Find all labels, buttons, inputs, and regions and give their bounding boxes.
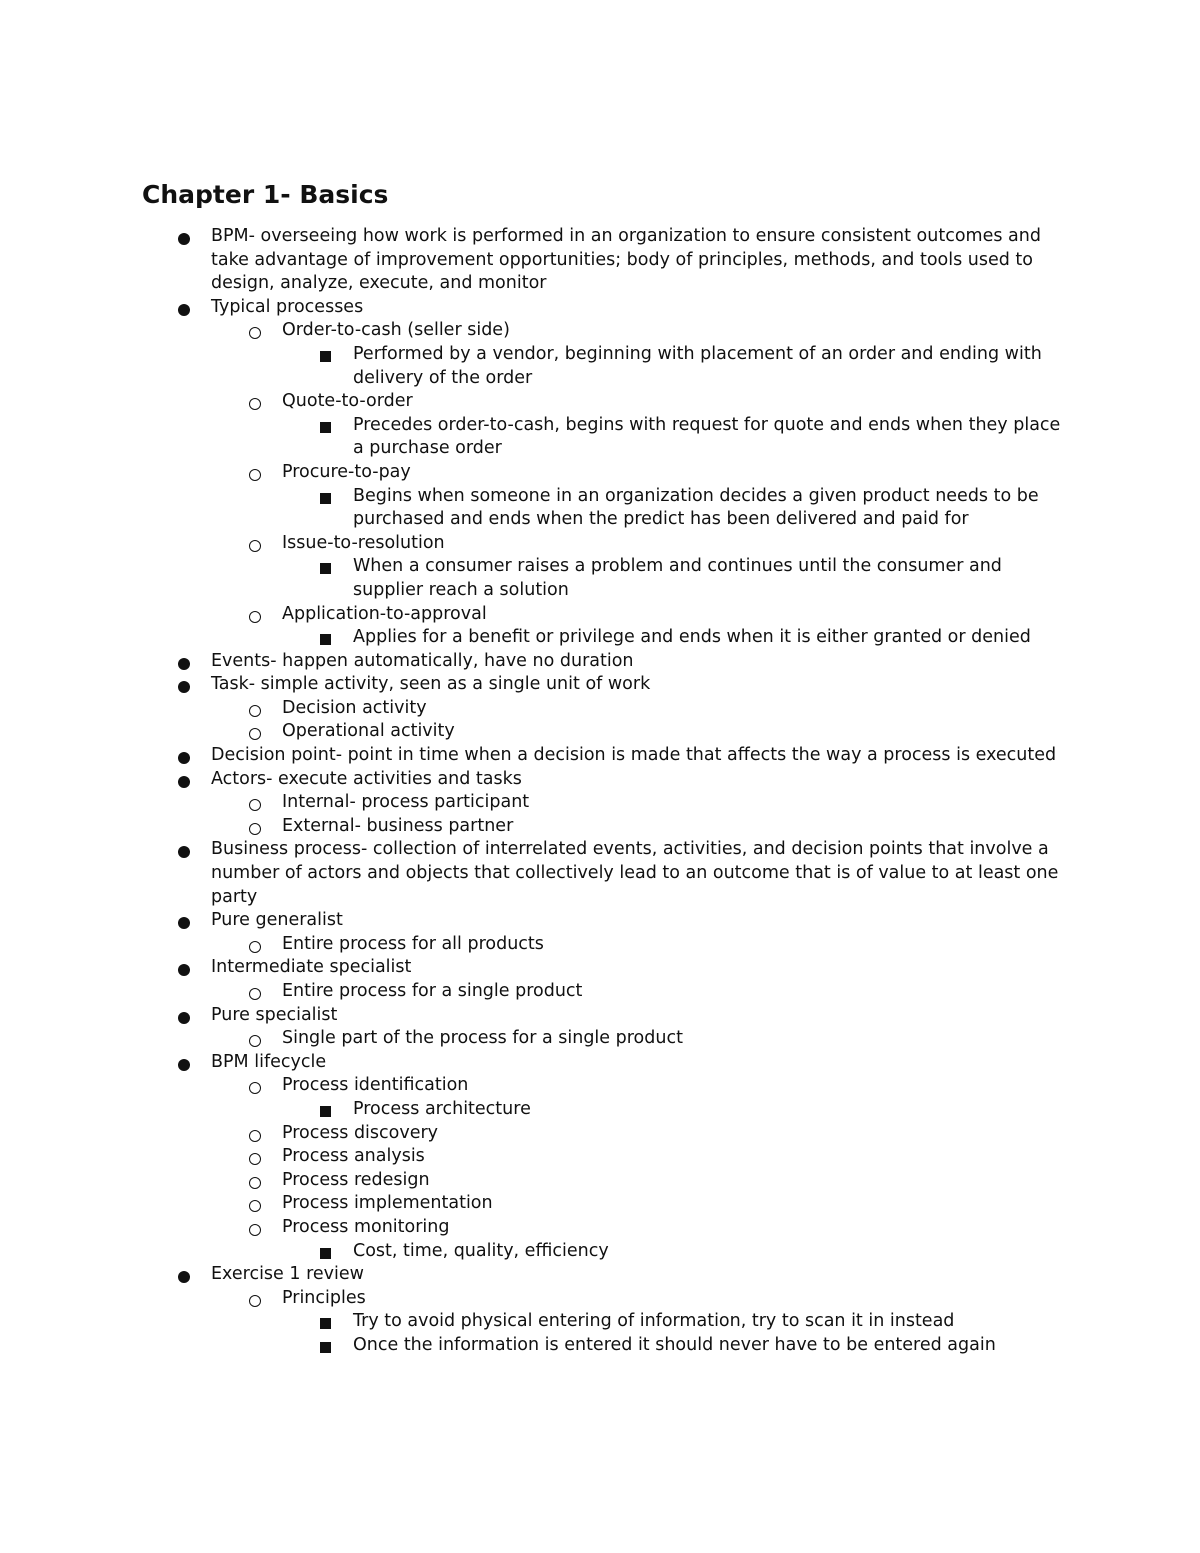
filled-circle-bullet-icon bbox=[178, 658, 190, 670]
hollow-circle-bullet-icon bbox=[249, 398, 261, 410]
sub-item bbox=[0, 532, 1072, 556]
filled-circle-bullet-icon bbox=[178, 917, 190, 929]
item-text: Events- happen automatically, have no duration bbox=[211, 650, 634, 671]
item-text: Intermediate specialist bbox=[211, 957, 412, 978]
page-title: Chapter 1- Basics bbox=[142, 180, 389, 209]
filled-circle-bullet-icon bbox=[178, 846, 190, 858]
sub-item bbox=[0, 1216, 1072, 1240]
item-text: Decision activity bbox=[282, 697, 427, 718]
item-text: Process analysis bbox=[282, 1146, 425, 1167]
hollow-circle-bullet-icon bbox=[249, 1295, 261, 1307]
item-text: Issue-to-resolution bbox=[282, 532, 445, 553]
item-text: Internal- process participant bbox=[282, 792, 530, 813]
item-text: Operational activity bbox=[282, 721, 455, 742]
item-text: Procure-to-pay bbox=[282, 461, 411, 482]
square-bullet-icon bbox=[320, 1248, 331, 1259]
item-text: Process monitoring bbox=[282, 1216, 450, 1237]
detail-item bbox=[0, 1240, 1073, 1264]
item-text: Cost, time, quality, efficiency bbox=[353, 1240, 609, 1261]
item-text: Precedes order-to-cash, begins with request for quote and ends when they place a purchase order bbox=[353, 414, 1061, 459]
item-text: Principles bbox=[282, 1287, 366, 1308]
item-text: Begins when someone in an organization decides a given product needs to be purchased and ends when the predict has been delivered and paid for bbox=[353, 485, 1039, 530]
item-text: Entire process for all products bbox=[282, 933, 544, 954]
item-text: BPM- overseeing how work is performed in an organization to ensure consistent outcomes and take advantage of improvement opportunities; body of principles, methods, and tools used to design, analyze, execute, and monitor bbox=[211, 226, 1041, 294]
hollow-circle-bullet-icon bbox=[249, 1153, 261, 1165]
sub-item bbox=[0, 791, 1072, 815]
sub-item bbox=[0, 933, 1072, 957]
sub-item bbox=[0, 461, 1072, 485]
hollow-circle-bullet-icon bbox=[249, 728, 261, 740]
square-bullet-icon bbox=[320, 1318, 331, 1329]
sub-item bbox=[0, 1122, 1072, 1146]
square-bullet-icon bbox=[320, 1342, 331, 1353]
square-bullet-icon bbox=[320, 493, 331, 504]
bullet-item bbox=[0, 838, 1071, 909]
detail-item bbox=[0, 555, 1073, 602]
item-text: Try to avoid physical entering of information, try to scan it in instead bbox=[353, 1311, 955, 1332]
hollow-circle-bullet-icon bbox=[249, 941, 261, 953]
square-bullet-icon bbox=[320, 351, 331, 362]
item-text: Pure specialist bbox=[211, 1004, 338, 1025]
sub-item bbox=[0, 1074, 1072, 1098]
filled-circle-bullet-icon bbox=[178, 964, 190, 976]
item-text: Entire process for a single product bbox=[282, 981, 583, 1001]
sub-item bbox=[0, 1169, 1072, 1193]
item-text: Typical processes bbox=[211, 296, 364, 317]
item-text: Applies for a benefit or privilege and ends when it is either granted or denied bbox=[353, 627, 1031, 648]
bullet-item bbox=[0, 956, 1071, 980]
item-text: Decision point- point in time when a decision is made that affects the way a process is executed bbox=[211, 745, 1057, 766]
item-text: Actors- execute activities and tasks bbox=[211, 768, 522, 789]
detail-item bbox=[0, 1098, 1073, 1122]
square-bullet-icon bbox=[320, 563, 331, 574]
filled-circle-bullet-icon bbox=[178, 681, 190, 693]
hollow-circle-bullet-icon bbox=[249, 799, 261, 811]
filled-circle-bullet-icon bbox=[178, 1012, 190, 1024]
filled-circle-bullet-icon bbox=[178, 233, 190, 245]
hollow-circle-bullet-icon bbox=[249, 1082, 261, 1094]
detail-item bbox=[0, 626, 1073, 650]
sub-item bbox=[0, 603, 1072, 627]
detail-item bbox=[0, 343, 1073, 390]
bullet-item bbox=[0, 673, 1071, 697]
filled-circle-bullet-icon bbox=[178, 1271, 190, 1283]
bullet-item bbox=[0, 1263, 1071, 1287]
hollow-circle-bullet-icon bbox=[249, 1224, 261, 1236]
hollow-circle-bullet-icon bbox=[249, 1130, 261, 1142]
filled-circle-bullet-icon bbox=[178, 776, 190, 788]
sub-item bbox=[0, 815, 1072, 839]
sub-item bbox=[0, 980, 1072, 1004]
hollow-circle-bullet-icon bbox=[249, 327, 261, 339]
bullet-item bbox=[0, 1004, 1071, 1028]
square-bullet-icon bbox=[320, 422, 331, 433]
hollow-circle-bullet-icon bbox=[249, 1177, 261, 1189]
hollow-circle-bullet-icon bbox=[249, 1035, 261, 1047]
item-text: Process redesign bbox=[282, 1169, 430, 1190]
hollow-circle-bullet-icon bbox=[249, 823, 261, 835]
filled-circle-bullet-icon bbox=[178, 1059, 190, 1071]
outline-list bbox=[0, 225, 1200, 1358]
sub-item bbox=[0, 720, 1072, 744]
sub-item bbox=[0, 1027, 1072, 1051]
item-text: Performed by a vendor, beginning with placement of an order and ending with delivery of the order bbox=[353, 343, 1042, 388]
hollow-circle-bullet-icon bbox=[249, 1200, 261, 1212]
bullet-item bbox=[0, 650, 1071, 674]
detail-item bbox=[0, 485, 1073, 532]
item-text: Exercise 1 review bbox=[211, 1264, 364, 1285]
item-text: Quote-to-order bbox=[282, 391, 413, 412]
detail-item bbox=[0, 414, 1073, 461]
sub-item bbox=[0, 1145, 1072, 1169]
square-bullet-icon bbox=[320, 1106, 331, 1117]
bullet-item bbox=[0, 1051, 1071, 1075]
item-text: Process identification bbox=[282, 1075, 469, 1096]
hollow-circle-bullet-icon bbox=[249, 611, 261, 623]
sub-item bbox=[0, 390, 1072, 414]
item-text: Once the information is entered it should never have to be entered again bbox=[353, 1334, 996, 1355]
bullet-item bbox=[0, 296, 1071, 320]
item-text: Pure generalist bbox=[211, 910, 343, 931]
item-text: Process discovery bbox=[282, 1122, 439, 1143]
sub-item bbox=[0, 319, 1072, 343]
detail-item bbox=[0, 1334, 1073, 1358]
bullet-item bbox=[0, 744, 1071, 768]
item-text: Single part of the process for a single product bbox=[282, 1028, 683, 1049]
item-text: Business process- collection of interrelated events, activities, and decision points that involve a number of actors and objects that collectively lead to an outcome that is of value to at least one party bbox=[211, 839, 1059, 907]
square-bullet-icon bbox=[320, 634, 331, 645]
sub-item bbox=[0, 697, 1072, 721]
item-text: BPM lifecycle bbox=[211, 1051, 327, 1072]
filled-circle-bullet-icon bbox=[178, 752, 190, 764]
item-text: Order-to-cash (seller side) bbox=[282, 320, 510, 341]
hollow-circle-bullet-icon bbox=[249, 705, 261, 717]
hollow-circle-bullet-icon bbox=[249, 469, 261, 481]
bullet-item bbox=[0, 909, 1071, 933]
hollow-circle-bullet-icon bbox=[249, 988, 261, 1000]
filled-circle-bullet-icon bbox=[178, 304, 190, 316]
bullet-item bbox=[0, 768, 1071, 792]
item-text: When a consumer raises a problem and continues until the consumer and supplier reach a solution bbox=[353, 556, 1002, 600]
item-text: Application-to-approval bbox=[282, 603, 487, 624]
item-text: Task- simple activity, seen as a single unit of work bbox=[211, 674, 651, 695]
bullet-item bbox=[0, 225, 1071, 296]
hollow-circle-bullet-icon bbox=[249, 540, 261, 552]
detail-item bbox=[0, 1310, 1073, 1334]
sub-item bbox=[0, 1192, 1072, 1216]
item-text: External- business partner bbox=[282, 815, 514, 836]
item-text: Process implementation bbox=[282, 1193, 493, 1214]
sub-item bbox=[0, 1287, 1072, 1311]
item-text: Process architecture bbox=[353, 1098, 531, 1119]
